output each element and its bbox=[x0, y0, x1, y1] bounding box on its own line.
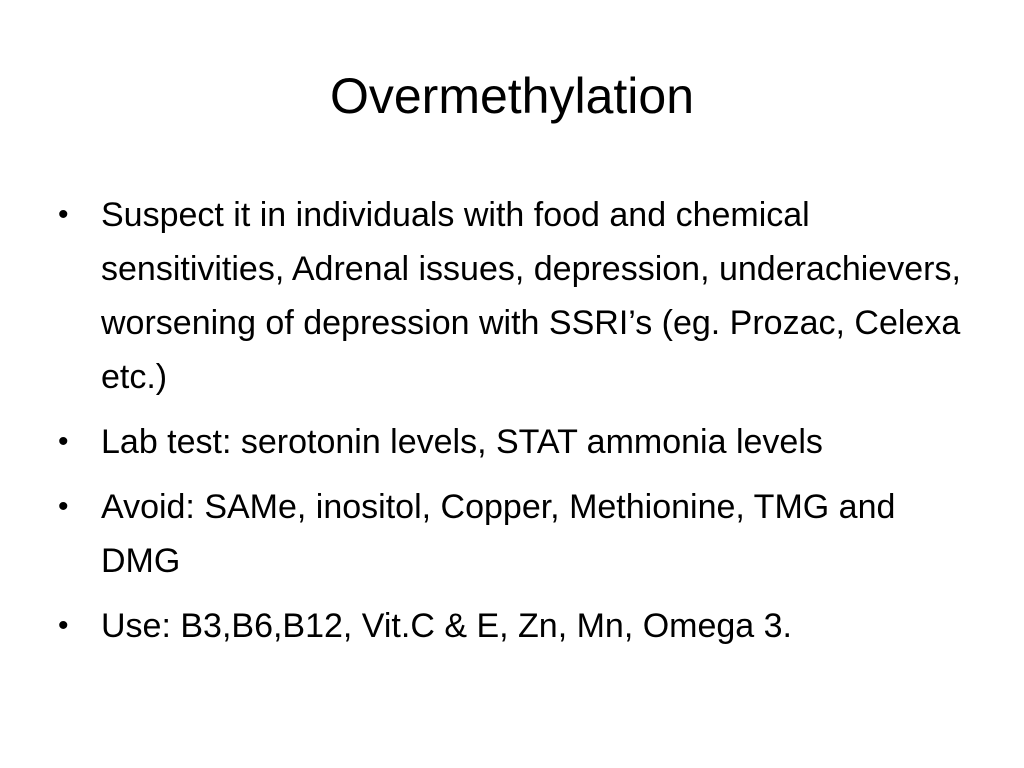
bullet-list bbox=[58, 188, 978, 664]
bullet-text: Suspect it in individuals with food and chemical sensitivities, Adrenal issues, depression, underachievers, worsening of depression with SSRI’s (eg. Prozac, Celexa etc.) bbox=[101, 196, 961, 396]
bullet-text: Use: B3,B6,B12, Vit.C & E, Zn, Mn, Omega 3. bbox=[101, 607, 793, 645]
bullet-icon: • bbox=[58, 609, 69, 642]
bullet-text: Lab test: serotonin levels, STAT ammonia levels bbox=[101, 423, 823, 461]
bullet-icon: • bbox=[58, 198, 69, 231]
slide-title: Overmethylation bbox=[329, 68, 695, 124]
bullet-item bbox=[58, 188, 978, 404]
bullet-text: Avoid: SAMe, inositol, Copper, Methionine, TMG and DMG bbox=[101, 488, 896, 580]
bullet-icon: • bbox=[58, 490, 69, 523]
bullet-item bbox=[58, 599, 978, 653]
bullet-item bbox=[58, 415, 978, 469]
bullet-item bbox=[58, 480, 978, 588]
bullet-icon: • bbox=[58, 425, 69, 458]
